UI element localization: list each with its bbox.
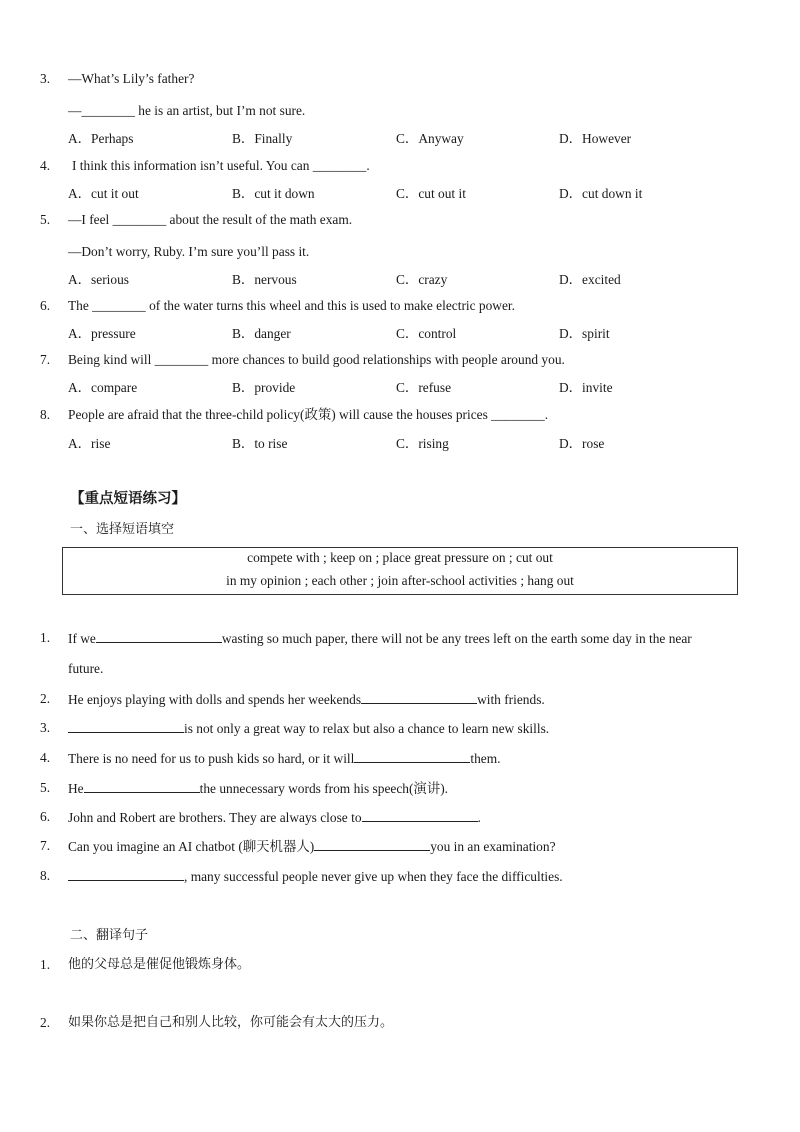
translate-sentence: 如果你总是把自己和别人比较，你可能会有太大的压力。 <box>68 1015 394 1030</box>
text-before: John and Robert are brothers. They are always close to <box>68 810 362 825</box>
question-line: Being kind will ________ more chances to build good relationships with people around you. <box>68 352 565 367</box>
question-line: —I feel ________ about the result of the math exam. <box>68 212 353 227</box>
question-number: 2. <box>40 1015 51 1030</box>
option-c: C．cut out it <box>396 186 466 201</box>
answer-blank[interactable] <box>314 838 430 851</box>
option-a: A．rise <box>68 436 111 451</box>
text-before: He <box>68 781 84 796</box>
question-number: 5. <box>40 780 51 795</box>
fill-question-text <box>68 720 549 737</box>
text-continued: future. <box>68 661 104 676</box>
question-number: 7. <box>40 838 51 853</box>
question-number: 8. <box>40 407 51 422</box>
fill-question-text <box>68 780 448 797</box>
question-number: 2. <box>40 691 51 706</box>
option-c: C．rising <box>396 436 449 451</box>
fill-question-text <box>68 691 545 708</box>
text-before: There is no need for us to push kids so hard, or it will <box>68 751 355 766</box>
option-c: C．control <box>396 326 457 341</box>
fill-question-text <box>68 868 563 885</box>
question-number: 3. <box>40 71 51 86</box>
text-after: wasting so much paper, there will not be any trees left on the earth some day in the near <box>221 631 692 646</box>
question-number: 1. <box>40 630 51 645</box>
option-b: B．cut it down <box>232 186 315 201</box>
question-number: 6. <box>40 809 51 824</box>
question-line: The ________ of the water turns this wheel and this is used to make electric power. <box>68 298 515 313</box>
phrase-box-line: compete with ; keep on ; place great pressure on ; cut out <box>247 550 553 565</box>
text-after: them. <box>470 751 501 766</box>
option-a: A．serious <box>68 272 129 287</box>
fill-question-text <box>68 809 481 826</box>
text-after: you in an examination? <box>430 839 556 854</box>
option-d: D．excited <box>559 272 621 287</box>
question-number: 8. <box>40 868 51 883</box>
question-number: 4. <box>40 750 51 765</box>
option-c: C．Anyway <box>396 131 464 146</box>
text-after: is not only a great way to relax but also a chance to learn new skills. <box>184 721 550 736</box>
text-before: He enjoys playing with dolls and spends her weekends <box>68 692 362 707</box>
option-d: D．rose <box>559 436 605 451</box>
option-a: A．cut it out <box>68 186 139 201</box>
text-before: If we <box>68 631 96 646</box>
option-c: C．crazy <box>396 272 448 287</box>
question-number: 5. <box>40 212 51 227</box>
fill-question-text <box>68 838 556 855</box>
option-a: A．compare <box>68 380 138 395</box>
option-d: D．invite <box>559 380 613 395</box>
question-number: 1. <box>40 957 51 972</box>
section-title: 【重点短语练习】 <box>70 491 186 507</box>
answer-blank[interactable] <box>68 720 184 733</box>
question-number: 7. <box>40 352 51 367</box>
question-line: —________ he is an artist, but I’m not sure. <box>68 103 306 118</box>
answer-blank[interactable] <box>361 691 477 704</box>
option-b: B．provide <box>232 380 296 395</box>
phrase-box-line: in my opinion ; each other ; join after-school activities ; hang out <box>226 573 574 588</box>
option-d: D．spirit <box>559 326 610 341</box>
option-d: D．cut down it <box>559 186 643 201</box>
option-d: D．However <box>559 131 632 146</box>
translate-sentence: 他的父母总是催促他锻炼身体。 <box>68 957 251 972</box>
part-title: 一、选择短语填空 <box>70 522 175 537</box>
option-b: B．nervous <box>232 272 297 287</box>
option-a: A．Perhaps <box>68 131 134 146</box>
fill-question-text <box>68 750 501 767</box>
answer-blank[interactable] <box>96 630 222 643</box>
text-before: Can you imagine an AI chatbot (聊天机器人) <box>68 839 315 854</box>
question-line: People are afraid that the three-child policy(政策) will cause the houses prices ________. <box>68 407 549 422</box>
option-b: B．danger <box>232 326 291 341</box>
answer-blank[interactable] <box>68 868 184 881</box>
option-b: B．Finally <box>232 131 293 146</box>
answer-blank[interactable] <box>362 809 478 822</box>
option-a: A．pressure <box>68 326 136 341</box>
question-line: I think this information isn’t useful. You can ________. <box>72 158 370 173</box>
option-b: B．to rise <box>232 436 288 451</box>
part-title: 二、翻译句子 <box>70 928 149 943</box>
fill-question-text <box>68 630 692 647</box>
text-after: the unnecessary words from his speech(演讲). <box>199 781 449 796</box>
question-number: 6. <box>40 298 51 313</box>
text-after: with friends. <box>477 692 545 707</box>
option-c: C．refuse <box>396 380 452 395</box>
phrase-box <box>62 547 738 595</box>
answer-blank[interactable] <box>84 780 200 793</box>
question-line: —What’s Lily’s father? <box>68 71 195 86</box>
text-after: . <box>477 810 481 825</box>
question-number: 3. <box>40 720 51 735</box>
answer-blank[interactable] <box>354 750 470 763</box>
question-number: 4. <box>40 158 51 173</box>
question-line: —Don’t worry, Ruby. I’m sure you’ll pass it. <box>68 244 310 259</box>
text-after: , many successful people never give up when they face the difficulties. <box>184 869 563 884</box>
